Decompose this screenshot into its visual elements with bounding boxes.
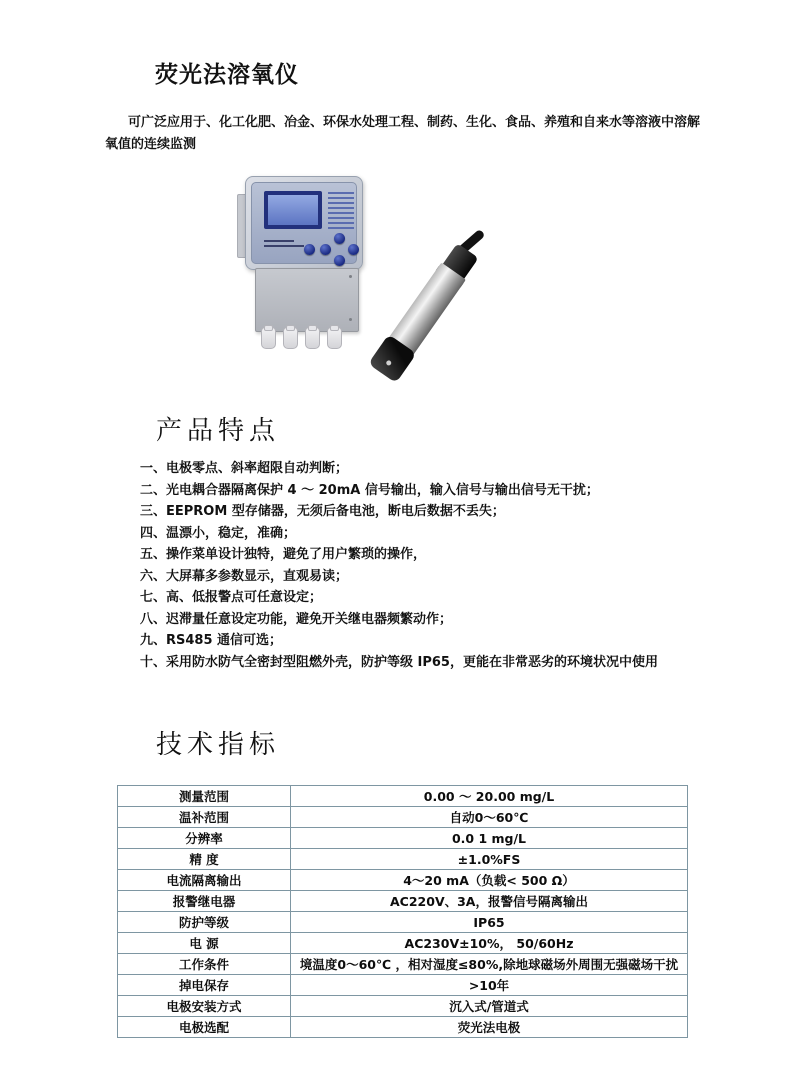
faceplate-text-line [264, 240, 294, 242]
keypad-button-right [348, 244, 359, 255]
feature-item: 九、RS485 通信可选； [140, 633, 283, 648]
table-row [118, 996, 688, 1017]
lcd-screen [268, 195, 318, 225]
lcd-display [264, 191, 322, 229]
table-row [118, 912, 688, 933]
spec-value: IP65 [291, 912, 688, 933]
spec-label: 掉电保存 [118, 975, 291, 996]
feature-item: 三、EEPROM 型存储器，无须后备电池，断电后数据不丢失； [140, 504, 505, 519]
spec-value: 荧光法电极 [291, 1017, 688, 1038]
screw [349, 318, 352, 321]
sensor-probe [368, 241, 482, 383]
controller-face [251, 182, 357, 264]
table-row [118, 1017, 688, 1038]
spec-value: 0.0 1 mg/L [291, 828, 688, 849]
junction-box [255, 268, 359, 332]
spec-value: AC230V±10%， 50/60Hz [291, 933, 688, 954]
keypad-button-left [320, 244, 331, 255]
cable-gland [283, 327, 298, 349]
spec-value: 0.00 ～ 20.00 mg/L [291, 786, 688, 807]
spec-label: 电极选配 [118, 1017, 291, 1038]
spec-label: 工作条件 [118, 954, 291, 975]
table-row [118, 954, 688, 975]
product-image [235, 172, 510, 377]
specs-heading: 技术指标 [156, 730, 281, 760]
table-row [118, 870, 688, 891]
spec-label: 报警继电器 [118, 891, 291, 912]
spec-value: 境温度0～60℃ ，相对湿度≤80%,除地球磁场外周围无强磁场干扰 [291, 954, 688, 975]
table-row [118, 849, 688, 870]
spec-value: 沉入式/管道式 [291, 996, 688, 1017]
table-row [118, 786, 688, 807]
spec-label: 温补范围 [118, 807, 291, 828]
page-title: 荧光法溶氧仪 [155, 62, 299, 88]
spec-label: 电流隔离输出 [118, 870, 291, 891]
spec-value: ±1.0%FS [291, 849, 688, 870]
spec-value: >10年 [291, 975, 688, 996]
table-row [118, 807, 688, 828]
cable-gland [305, 327, 320, 349]
feature-item: 一、电极零点、斜率超限自动判断； [140, 461, 349, 476]
spec-label: 分辨率 [118, 828, 291, 849]
controller-housing [245, 176, 363, 270]
spec-label: 防护等级 [118, 912, 291, 933]
spec-label: 电极安装方式 [118, 996, 291, 1017]
features-heading: 产品特点 [156, 416, 281, 446]
cable-gland [327, 327, 342, 349]
spec-value: 4～20 mA（负载< 500 Ω） [291, 870, 688, 891]
table-row [118, 828, 688, 849]
feature-item: 五、操作菜单设计独特，避免了用户繁琐的操作， [140, 547, 427, 562]
faceplate-text-line [264, 245, 304, 247]
features-list [140, 458, 710, 673]
table-row [118, 933, 688, 954]
keypad-button-up [334, 233, 345, 244]
spec-label: 精 度 [118, 849, 291, 870]
specs-table [117, 785, 688, 1038]
feature-item: 二、光电耦合器隔离保护 4 ～ 20mA 信号输出，输入信号与输出信号无干扰； [140, 482, 599, 498]
table-row [118, 891, 688, 912]
spec-value: 自动0～60℃ [291, 807, 688, 828]
feature-item: 四、温漂小，稳定，准确； [140, 525, 297, 541]
spec-value: AC220V、3A，报警信号隔离输出 [291, 891, 688, 912]
intro-paragraph: 可广泛应用于、化工化肥、冶金、环保水处理工程、制药、生化、食品、养殖和自来水等溶液中溶解氧值的连续监测 [105, 115, 701, 152]
keypad-button-down [334, 255, 345, 266]
spec-label: 电 源 [118, 933, 291, 954]
keypad-button-fn [304, 244, 315, 255]
feature-item: 八、迟滞量任意设定功能，避免开关继电器频繁动作； [140, 611, 453, 627]
table-row [118, 975, 688, 996]
screw [349, 275, 352, 278]
vent-ridges [328, 192, 354, 230]
feature-item: 七、高、低报警点可任意设定； [140, 590, 323, 605]
probe-sensor-window [385, 359, 392, 366]
feature-item: 十、采用防水防气全密封型阻燃外壳，防护等级 IP65，更能在非常恶劣的环境状况中使用 [140, 654, 658, 670]
cable-gland [261, 327, 276, 349]
feature-item: 六、大屏幕多参数显示，直观易读； [140, 568, 349, 584]
spec-label: 测量范围 [118, 786, 291, 807]
